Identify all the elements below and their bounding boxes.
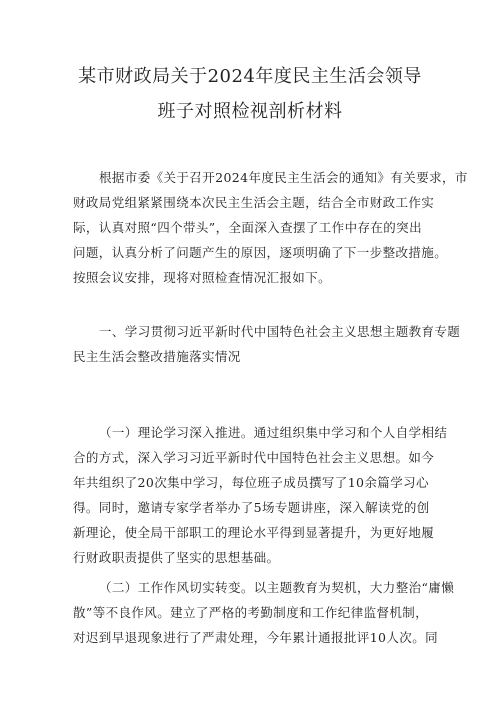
section-heading-1: [73, 319, 461, 369]
paragraph-line: （一）理论学习深入推进。通过组织集中学习和个人自学相结: [99, 425, 448, 440]
paragraph-line: （二）工作作风切实转变。以主题教育为契机，大力整治“庸懒: [99, 580, 455, 595]
paragraph-line: 行财政职责提供了坚实的思想基础。: [73, 550, 280, 565]
intro-paragraph: [73, 165, 468, 290]
paragraph-line: 新理论，使全局干部职工的理论水平得到显著提升，为更好地履: [73, 525, 435, 540]
subsection-paragraph-2: [73, 575, 455, 650]
paragraph-line: 散”等不良作风。建立了严格的考勤制度和工作纪律监督机制，: [73, 605, 429, 620]
paragraph-line: 财政局党组紧紧围绕本次民主生活会主题，结合全市财政工作实: [73, 195, 435, 210]
subsection-paragraph-1: [73, 420, 448, 570]
paragraph-line: 际，认真对照“四个带头”，全面深入查摆了工作中存在的突出: [73, 220, 422, 235]
paragraph-line: 根据市委《关于召开2024年度民主生活会的通知》有关要求，市: [99, 170, 468, 185]
paragraph-line: 得。同时，邀请专家学者举办了5场专题讲座，深入解读党的创: [73, 500, 430, 515]
paragraph-line: 按照会议安排，现将对照检查情况汇报如下。: [73, 270, 332, 285]
paragraph-line: 问题，认真分析了问题产生的原因，逐项明确了下一步整改措施。: [73, 245, 448, 260]
document-title-line-2: 班子对照检视剖析材料: [157, 101, 343, 122]
document-title-line-1: 某市财政局关于2024年度民主生活会领导: [78, 66, 422, 87]
paragraph-line: 年共组织了20次集中学习，每位班子成员撰写了10余篇学习心: [73, 475, 429, 490]
heading-line: 民主生活会整改措施落实情况: [73, 349, 241, 364]
heading-line: 一、学习贯彻习近平新时代中国特色社会主义思想主题教育专题: [99, 324, 461, 339]
paragraph-line: 对迟到早退现象进行了严肃处理，今年累计通报批评10人次。同: [73, 630, 439, 645]
paragraph-line: 合的方式，深入学习习近平新时代中国特色社会主义思想。如今: [73, 450, 435, 465]
